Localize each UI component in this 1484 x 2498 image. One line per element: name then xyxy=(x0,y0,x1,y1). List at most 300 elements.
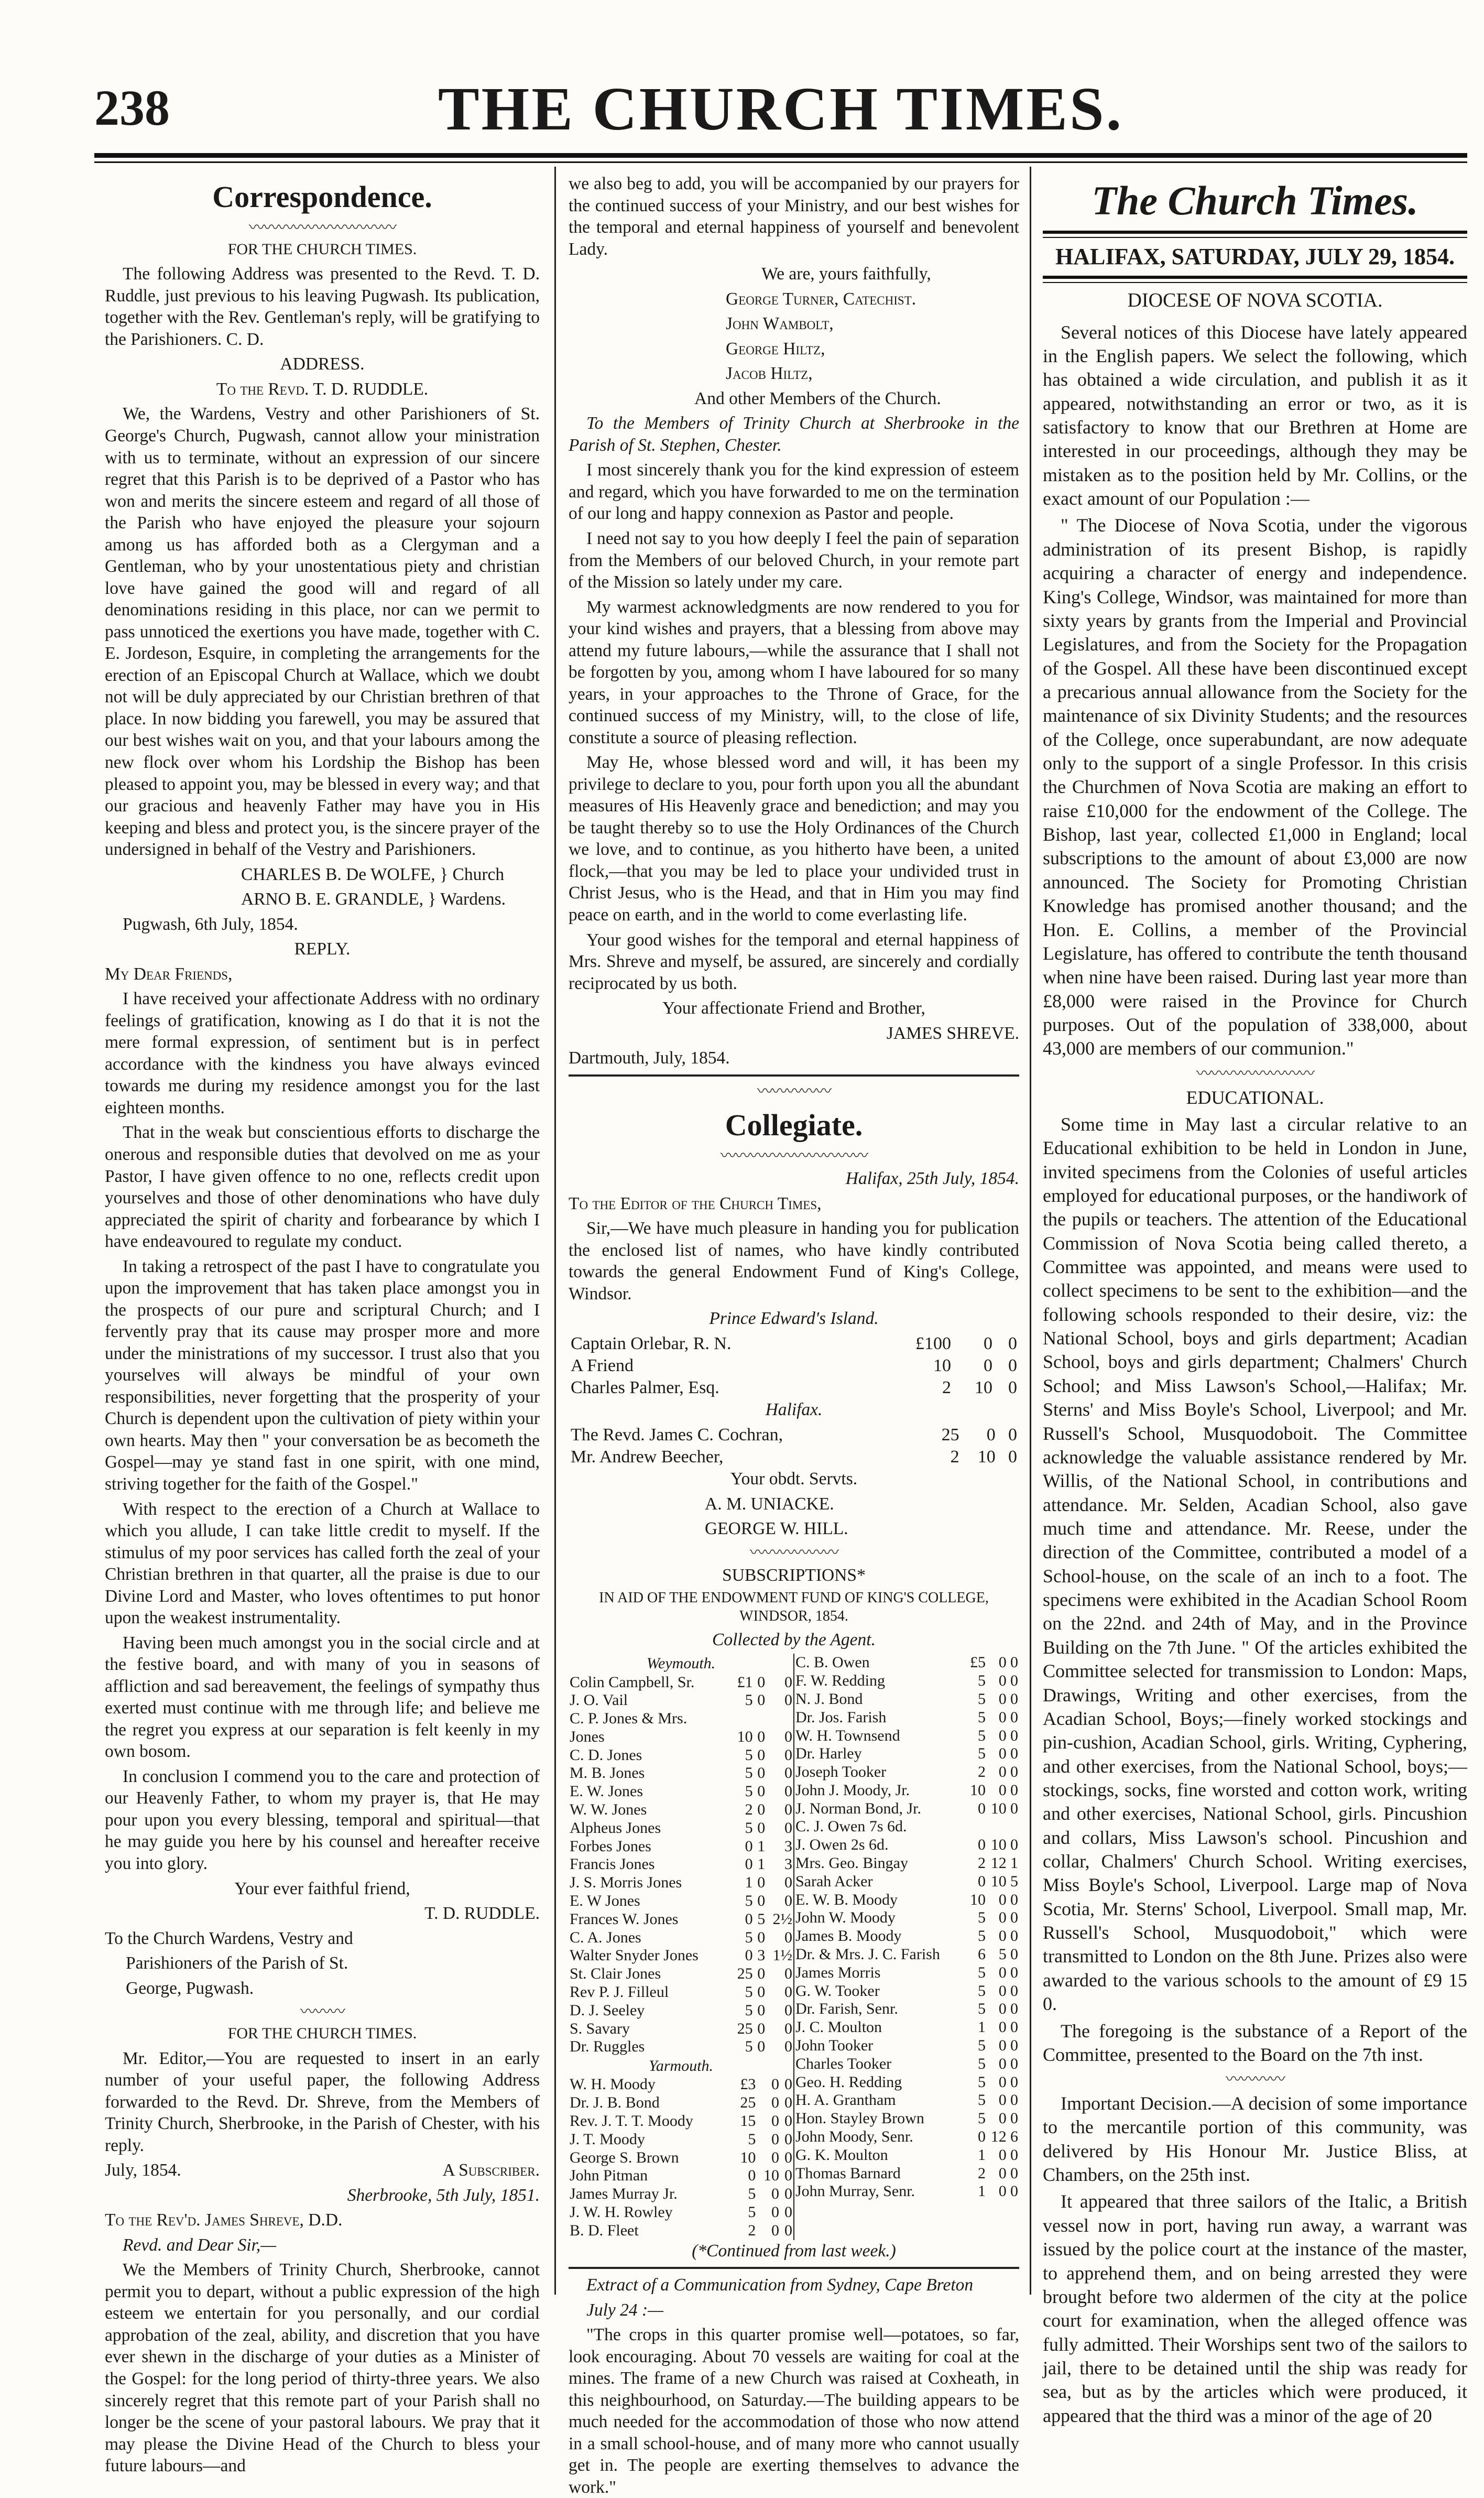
amount: 0 xyxy=(771,2094,780,2112)
amount: 1 xyxy=(1010,1854,1018,1872)
amount: 0 xyxy=(1010,1946,1018,1963)
amount: 5 xyxy=(745,2038,753,2056)
subscriber-name: E. W Jones xyxy=(570,1892,640,1910)
table-row xyxy=(569,1855,793,1874)
amount: 0 xyxy=(998,1927,1007,1945)
amount: 0 xyxy=(771,2185,780,2203)
table-row xyxy=(569,1728,793,1746)
donor-table-pei xyxy=(569,1333,1019,1399)
amount: 0 xyxy=(1010,2146,1018,2164)
educational-paragraph: The foregoing is the substance of a Report of the Committee, presented to the Board on the 7th inst. xyxy=(1043,2020,1467,2065)
subscriber-name: J. Norman Bond, Jr. xyxy=(795,1799,921,1817)
subscriber-name: Rev P. J. Filleul xyxy=(570,1983,669,2001)
amount: 0 xyxy=(757,1801,766,1819)
subscriber-name: W. W. Jones xyxy=(570,1801,647,1819)
subscriber-name: H. A. Grantham xyxy=(795,2091,896,2109)
table-row xyxy=(794,1745,1019,1763)
amount: 5 xyxy=(757,1910,766,1928)
subscriber-name: James B. Moody xyxy=(795,1927,902,1945)
subscriber-name: Dr. & Mrs. J. C. Farish xyxy=(795,1946,940,1963)
subscriptions-collector: Collected by the Agent. xyxy=(712,1630,876,1649)
amount: 5 xyxy=(978,2000,986,2018)
subscription-table xyxy=(794,1654,1019,2201)
amount: 0 xyxy=(998,2073,1007,2091)
amount: 0 xyxy=(1010,1708,1018,1726)
amount: 0 xyxy=(784,2185,792,2203)
table-row xyxy=(569,1983,793,2002)
subscriber-name: C. B. Owen xyxy=(795,1654,870,1671)
donor-table-halifax xyxy=(569,1424,1019,1468)
amount: 0 xyxy=(757,1892,766,1910)
ornament: 〰〰〰〰〰 xyxy=(757,1082,831,1100)
address-body: We, the Wardens, Vestry and other Parishioners of St. George's Church, Pugwash, cannot allow your ministration with us to terminate, without an expression of our sincere regret that this Parish is to be deprived of a Pastor who has won and merits the sincere esteem and regard of all those of the Parish who have enjoyed the pleasure your sojourn among us has afforded both as a Clergyman and a Gentleman, who by your unostentatious piety and christian love have gained the good will and regard of all denominations residing in this place, nor can we permit to pass unnoticed the exertions you have made, together with C. E. Jordeson, Esquire, in completing the arrangements for the erection of an Episcopal Church at Wallace, which we doubt not will be duly appreciated by our Christian brethren of that place. In now bidding you farewell, you may be assured that our best wishes wait on you, and that your labours among the new flock over whom his Lordship the Bishop has been pleased to appoint you, may be blessed in every way; and that our gracious and heavenly Father may have you in His keeping and bless and protect you, is the sincere prayer of the undersigned in behalf of the Vestry and Parishioners. xyxy=(105,404,540,860)
amount: 5 xyxy=(745,1691,753,1709)
subscriber-name: Rev. J. T. T. Moody xyxy=(570,2112,693,2130)
table-row xyxy=(794,2000,1019,2018)
amount: 10 xyxy=(740,2148,756,2166)
subscriber-name: F. W. Redding xyxy=(795,1672,885,1690)
subscriber-name: C. D. Jones xyxy=(570,1746,642,1764)
amount: 0 xyxy=(771,2148,780,2166)
table-row xyxy=(794,2018,1019,2037)
answer-date: Dartmouth, July, 1854. xyxy=(569,1048,730,1068)
amount: 0 xyxy=(757,1983,766,2001)
reply-addressee: Parishioners of the Parish of St. xyxy=(126,1953,348,1973)
amount: 0 xyxy=(757,2038,766,2056)
amount: 2½ xyxy=(772,1910,792,1928)
subscriptions-sub: IN AID OF THE ENDOWMENT FUND OF KING'S COLLEGE, WINDSOR, 1854. xyxy=(599,1590,989,1625)
column-3 xyxy=(1043,173,1467,2426)
town-heading: Yarmouth. xyxy=(648,2057,714,2075)
subscriber-name: James Morris xyxy=(795,1963,881,1981)
town-heading: Weymouth. xyxy=(646,1655,716,1672)
table-row xyxy=(569,1746,793,1765)
amount: 2 xyxy=(978,2164,986,2182)
amount: 0 xyxy=(757,2019,766,2037)
table-row xyxy=(569,1377,1019,1399)
reply-paragraph: In conclusion I commend you to the care and protection of our Heavenly Father, to whom my prayer is, that He may pour upon you every blessing, temporal and spiritual—that he may guide you here by his counsel and hereafter receive you into glory. xyxy=(105,1766,540,1873)
subscriber-name: Hon. Stayley Brown xyxy=(795,2110,924,2127)
subscriber-name: G. W. Tooker xyxy=(795,1982,880,2000)
reply-paragraph: That in the weak but conscientious efforts to discharge the onerous and responsible duties that devolved on me as your Pastor, I have given offence to no one, reflects credit upon yourselves and those of other denominations who have duly appreciated the spirit of charity and forbearance by which I have endeavoured to regulate my conduct. xyxy=(105,1123,540,1252)
amount: 0 xyxy=(1008,1333,1017,1353)
amount: 0 xyxy=(978,1872,986,1890)
subscriber-name: Mrs. Geo. Bingay xyxy=(795,1854,908,1872)
amount: 0 xyxy=(748,2167,756,2185)
amount: 0 xyxy=(1010,1963,1018,1981)
section-rule xyxy=(569,2267,1019,2269)
subscriber-name: Forbes Jones xyxy=(570,1837,651,1855)
amount: 10 xyxy=(990,1799,1007,1817)
amount: 5 xyxy=(745,1764,753,1782)
amount: 0 xyxy=(784,2076,792,2093)
amount: 0 xyxy=(784,2167,792,2185)
table-row xyxy=(569,1838,793,1856)
amount: 5 xyxy=(745,1746,753,1764)
subscriber-name: C. J. Owen 7s 6d. xyxy=(795,1818,907,1836)
address-title: ADDRESS. xyxy=(280,354,365,374)
subscriber-name: Frances W. Jones xyxy=(570,1910,679,1928)
amount: 0 xyxy=(745,1947,753,1964)
subscriber-name: J. Owen 2s 6d. xyxy=(795,1836,889,1854)
amount xyxy=(966,1818,987,1836)
subscriber-name: E. W. B. Moody xyxy=(795,1891,898,1908)
amount: 12 xyxy=(990,2128,1007,2146)
ornament: 〰〰〰 xyxy=(300,2003,344,2021)
amount: 0 xyxy=(1010,1654,1018,1671)
table-row xyxy=(794,1946,1019,1964)
amount: 0 xyxy=(983,1333,992,1353)
section-heading-correspondence: Correspondence. xyxy=(212,180,432,214)
amount: 0 xyxy=(1010,1799,1018,1817)
amount: 0 xyxy=(998,1781,1007,1799)
masthead xyxy=(94,74,1467,152)
extract-date: July 24 :— xyxy=(586,2300,663,2320)
amount xyxy=(987,1818,1008,1836)
subscriber-name: Dr. Jos. Farish xyxy=(795,1708,887,1726)
table-row xyxy=(794,1690,1019,1709)
editorial-title: The Church Times. xyxy=(1092,178,1418,223)
continued-paragraph: we also beg to add, you will be accompanied by our prayers for the continued success of your Ministry, and our best wishes for the temporal and eternal happiness of yourself and benevolent Lady. xyxy=(569,174,1019,259)
amount: 5 xyxy=(978,2110,986,2127)
amount: 0 xyxy=(784,1783,792,1800)
editorial-quote: " The Diocese of Nova Scotia, under the vigorous administration of its present Bishop, is rapidly acquiring a character of energy and independence. King's College, Windsor, was maintained for more than sixty years by grants from the Imperial and Provincial Legislatures, and from the Society for the Propagation of the Gospel. All these have been discontinued except a precarious annual allowance from the Society for the maintenance of six Divinity Students; and the resources of the College, once superabundant, are now adequate only to the support of a single Professor. In this crisis the Churchmen of Nova Scotia are making an effort to raise £10,000 for the endowment of the College. The Bishop, last year, collected £1,000 in England; local subscriptions to the amount of about £3,000 are now announced. The Society for Promoting Christian Knowledge has promised another thousand; and the Hon. E. Collins, a member of the Provincial Legislature, has offered to contribute the tenth thousand when nine have been raised. During last year more than £8,000 were raised in the Province for Church purposes. Out of the population of 338,000, about 43,000 are members of our communion." xyxy=(1043,515,1467,1059)
donor-name: Captain Orlebar, R. N. xyxy=(571,1333,732,1353)
amount xyxy=(1008,1818,1019,1836)
byline: FOR THE CHURCH TIMES. xyxy=(227,2025,417,2043)
amount: 0 xyxy=(998,2000,1007,2018)
amount: 5 xyxy=(745,1819,753,1837)
signers-line: CHARLES B. De WOLFE, } Church xyxy=(241,864,505,884)
amount: 1 xyxy=(978,2018,986,2036)
educational-paragraph: Some time in May last a circular relative to an Educational exhibition to be held in London in June, invited specimens from the Colonies of useful articles employed for educational purposes, or the handiwork of the pupils or teachers. The attention of the Educational Commission of Nova Scotia being called thereto, a Committee was appointed, and means were used to collect specimens to be sent to the exhibition—and the following schools responded to their desire, viz: the National School, boys and girls department; Acadian School, boys and girls department; Chalmers' Church School; and Miss Lawson's School,—Halifax; Mr. Sterns' and Miss Boyle's School, Liverpool; and Mr. Russell's School, Musquodoboit. The Committee acknowledge the valuable assistance rendered by Mr. Willis, of the National School, in contributions and attendance. Mr. Selden, Acadian School, also gave much time and attendance. Mr. Reese, under the direction of the Committee, contributed a model of a School-house, on the scale of an inch to a foot. The specimens were exhibited in the Acadian School Room on the 22nd. and 24th of May, and in the Province Building on the 7th June. " Of the articles exhibited the Committee selected for transmission to London: Maps, Drawings, Writing and other exercises, from the Acadian School, Boys;—finely worked stockings and pin-cushion, Acadian School, girls. Writing, Cyphering, and other exercises, from the National School, boys;—stockings, socks, fine worsted and cotton work, writing and other exercises, National School, girls. Pincushion and collars, Miss Lawson's school. Pincushion and collar, Chalmers' Church School. Writing exercises, Miss Boyle's School, Liverpool. Large map of Nova Scotia, Mr. Sterns' School, Liverpool. Small map, Mr. Russell's School, Musquodoboit," which were transmitted to London on the 8th June. Prizes also were awarded to the various schools to the amount of £9 15 0. xyxy=(1043,1113,1467,2015)
byline: FOR THE CHURCH TIMES. xyxy=(227,241,417,258)
amount: 5 xyxy=(748,2185,756,2203)
amount: 0 xyxy=(1010,2091,1018,2109)
amount: 0 xyxy=(771,2076,780,2093)
table-row xyxy=(794,1763,1019,1782)
table-row xyxy=(794,2182,1019,2201)
collegiate-close: Your obdt. Servts. xyxy=(730,1469,858,1489)
amount: 0 xyxy=(998,2164,1007,2182)
table-row xyxy=(794,1818,1019,1836)
amount: 0 xyxy=(998,1963,1007,1981)
subscriber-name: Walter Snyder Jones xyxy=(570,1947,699,1964)
amount: 0 xyxy=(1010,1909,1018,1927)
table-row xyxy=(569,1801,793,1819)
table-row xyxy=(794,1654,1019,1672)
amount: 10 xyxy=(970,1781,986,1799)
editor-signature: A Subscriber. xyxy=(442,2160,540,2180)
amount: 0 xyxy=(1010,2037,1018,2055)
diocese-heading: DIOCESE OF NOVA SCOTIA. xyxy=(1127,289,1383,311)
amount: 0 xyxy=(757,1783,766,1800)
amount: 0 xyxy=(998,2146,1007,2164)
amount: 25 xyxy=(737,1965,753,1983)
amount: 5 xyxy=(978,1672,986,1690)
table-row xyxy=(794,1782,1019,1800)
table-row xyxy=(794,1709,1019,1727)
amount: 0 xyxy=(784,1892,792,1910)
amount: 0 xyxy=(745,1837,753,1855)
table-row xyxy=(569,1333,1019,1355)
place-heading: Halifax. xyxy=(765,1400,823,1420)
amount: 0 xyxy=(998,1763,1007,1781)
amount: 3 xyxy=(784,1837,792,1855)
amount xyxy=(732,1710,754,1728)
amount: 0 xyxy=(784,1764,792,1782)
member-name: Jacob Hiltz, xyxy=(726,364,813,384)
amount: £5 xyxy=(970,1654,986,1671)
amount: 25 xyxy=(740,2094,756,2112)
closing: We are, yours faithfully, xyxy=(761,264,931,284)
amount: 0 xyxy=(757,1965,766,1983)
table-row xyxy=(569,1355,1019,1377)
amount: 6 xyxy=(1010,2128,1018,2146)
table-row xyxy=(569,1783,793,1801)
amount: 0 xyxy=(978,1799,986,1817)
address-date: Pugwash, 6th July, 1854. xyxy=(123,914,298,934)
amount: 0 xyxy=(771,2130,780,2148)
amount: 0 xyxy=(1010,1763,1018,1781)
continued-note: (*Continued from last week.) xyxy=(692,2241,896,2261)
subscriber-name: St. Clair Jones xyxy=(570,1965,661,1983)
reply-title: REPLY. xyxy=(294,939,351,959)
amount: 0 xyxy=(784,2001,792,2019)
collegiate-date: Halifax, 25th July, 1854. xyxy=(845,1169,1019,1188)
amount: 5 xyxy=(978,1927,986,1945)
amount: 5 xyxy=(748,2203,756,2221)
amount: 10 xyxy=(974,1378,992,1398)
amount: 5 xyxy=(978,2037,986,2055)
amount xyxy=(754,1710,767,1728)
amount: 5 xyxy=(998,1946,1007,1963)
amount: 0 xyxy=(998,2091,1007,2109)
subscriber-name: James Murray Jr. xyxy=(570,2185,678,2203)
amount: £3 xyxy=(740,2076,756,2093)
member-tail: And other Members of the Church. xyxy=(694,388,941,408)
answer-name: JAMES SHREVE. xyxy=(886,1023,1019,1043)
amount: £1 xyxy=(737,1673,753,1691)
table-row xyxy=(569,2038,793,2056)
amount: 0 xyxy=(757,1928,766,1946)
subscriber-name: Charles Tooker xyxy=(795,2055,892,2072)
amount: 5 xyxy=(978,1708,986,1726)
extract-paragraph: "The crops in this quarter promise well—potatoes, so far, look encouraging. About 70 vessels are waiting for coal at the mines. The frame of a new Church was raised at Coxheath, in this neighbourhood, on Saturday.—The building appears to be much needed for the accommodation of those who now attend in a small school-house, and of many more who cannot usually get in. The people are exerting themselves to advance the work." xyxy=(569,2325,1019,2497)
table-row xyxy=(569,1424,1019,1446)
amount: 0 xyxy=(998,2037,1007,2055)
amount: 0 xyxy=(784,2094,792,2112)
page-number: 238 xyxy=(94,80,170,136)
amount: 0 xyxy=(784,2221,792,2239)
reply-paragraph: I have received your affectionate Address with no ordinary feelings of gratification, knowing as I do that it is not the mere formal expression, of sentiment but is in perfect accordance with the kindness you have always evinced towards me during my residence amongst you for the last eighteen months. xyxy=(105,989,540,1117)
reply-close: Your ever faithful friend, xyxy=(234,1878,410,1898)
reply-addressee: To the Church Wardens, Vestry and xyxy=(105,1928,353,1948)
reply-paragraph: Having been much amongst you in the social circle and at the festive board, and with many of you in seasons of affliction and sad bereavement, the feelings of sympathy thus exerted must continue with me through life; and believe me the regret you express at our separation is felt keenly in my own bosom. xyxy=(105,1633,540,1762)
amount: 0 xyxy=(1010,1836,1018,1854)
amount: 0 xyxy=(1010,2000,1018,2018)
table-row xyxy=(569,2131,793,2149)
amount: 0 xyxy=(1008,1447,1017,1467)
amount: 1 xyxy=(978,2146,986,2164)
subscriber-name: D. J. Seeley xyxy=(570,2001,645,2019)
amount: 0 xyxy=(1010,2073,1018,2091)
amount: 0 xyxy=(784,2130,792,2148)
subscriber-name: C. A. Jones xyxy=(570,1928,641,1946)
table-row xyxy=(569,2185,793,2203)
amount: 10 xyxy=(763,2167,780,2185)
table-row xyxy=(569,2094,793,2112)
amount: 0 xyxy=(998,1726,1007,1744)
amount: 2 xyxy=(745,1801,753,1819)
donor-name: Mr. Andrew Beecher, xyxy=(571,1447,724,1467)
table-row xyxy=(569,1965,793,1983)
table-row xyxy=(794,2110,1019,2128)
subscriber-name: John Tooker xyxy=(795,2037,874,2055)
amount: 1½ xyxy=(772,1947,792,1964)
member-name: John Wambolt, xyxy=(726,314,834,334)
table-row xyxy=(569,1874,793,1892)
subscription-list-left xyxy=(569,1654,794,2240)
subscriber-name: John Pitman xyxy=(570,2167,648,2185)
amount: 0 xyxy=(998,2110,1007,2127)
ornament: 〰〰〰〰 xyxy=(1226,2071,1284,2089)
table-row xyxy=(794,2091,1019,2110)
amount: 10 xyxy=(970,1891,986,1908)
subscriber-name: George S. Brown xyxy=(570,2148,679,2166)
amount: 0 xyxy=(784,1965,792,1983)
amount: 5 xyxy=(978,2055,986,2072)
addressee: To the Members of Trinity Church at Sherbrooke in the Parish of St. Stephen, Chester. xyxy=(569,414,1019,455)
intro-paragraph: The following Address was presented to the Revd. T. D. Ruddle, just previous to his leaving Pugwash. Its publication, together with the Rev. Gentleman's reply, will be gratifying to the Parishioners. C. D. xyxy=(105,264,540,349)
subscriber-name: John J. Moody, Jr. xyxy=(795,1781,910,1799)
table-row xyxy=(569,1947,793,1965)
amount: 5 xyxy=(978,1963,986,1981)
amount: 25 xyxy=(737,2019,753,2037)
table-row xyxy=(569,2076,793,2094)
subscriber-name: Dr. Ruggles xyxy=(570,2038,645,2056)
amount: 0 xyxy=(998,1708,1007,1726)
subscriber-name: Geo. H. Redding xyxy=(795,2073,902,2091)
amount: 0 xyxy=(1008,1378,1017,1398)
subscriber-name: S. Savary xyxy=(570,2019,630,2037)
amount: 0 xyxy=(784,1673,792,1691)
subscriber-name: Dr. Farish, Senr. xyxy=(795,2000,898,2018)
amount: 0 xyxy=(998,2182,1007,2200)
amount: 0 xyxy=(784,1801,792,1819)
amount: 0 xyxy=(757,1764,766,1782)
subscriber-name: J. C. Moulton xyxy=(795,2018,882,2036)
masthead-rule xyxy=(94,153,1467,158)
amount: 2 xyxy=(950,1447,959,1467)
subscriber-name: Alpheus Jones xyxy=(570,1819,661,1837)
amount: 0 xyxy=(757,1691,766,1709)
collegiate-signer: A. M. UNIACKE. xyxy=(705,1494,834,1514)
amount: 0 xyxy=(784,1874,792,1892)
amount: 0 xyxy=(998,1672,1007,1690)
amount: 0 xyxy=(757,2001,766,2019)
table-row xyxy=(569,2020,793,2038)
table-row xyxy=(569,2002,793,2020)
table-row xyxy=(569,1446,1019,1468)
ornament: 〰〰〰〰〰〰〰〰〰〰 xyxy=(721,1147,867,1165)
amount: 0 xyxy=(998,1982,1007,2000)
amount: 5 xyxy=(978,2091,986,2109)
table-row xyxy=(569,2203,793,2222)
table-row xyxy=(794,1927,1019,1946)
subscriber-name: N. J. Bond xyxy=(795,1690,863,1708)
amount: 0 xyxy=(771,2203,780,2221)
amount: 1 xyxy=(745,1874,753,1892)
amount: 10 xyxy=(977,1447,996,1467)
amount: 0 xyxy=(784,1928,792,1946)
table-row xyxy=(794,1873,1019,1891)
subscriber-name: M. B. Jones xyxy=(570,1764,645,1782)
amount: 5 xyxy=(978,2073,986,2091)
table-row xyxy=(794,2055,1019,2073)
subscriber-name: Dr. Harley xyxy=(795,1745,862,1763)
amount: 0 xyxy=(1008,1355,1017,1375)
reply-name: T. D. RUDDLE. xyxy=(424,1904,540,1924)
amount: 3 xyxy=(784,1855,792,1873)
subscriptions-heading: SUBSCRIPTIONS* xyxy=(722,1565,866,1585)
amount: 5 xyxy=(978,1745,986,1763)
answer-paragraph: Your good wishes for the temporal and eternal happiness of Mrs. Shreve and myself, be assured, are sincerely and cordially reciprocated by us both. xyxy=(569,930,1019,993)
amount: 0 xyxy=(784,2203,792,2221)
table-row xyxy=(794,1854,1019,1873)
subscriber-name: J. S. Morris Jones xyxy=(570,1874,682,1892)
table-row xyxy=(794,1964,1019,1982)
educational-heading: EDUCATIONAL. xyxy=(1186,1087,1324,1108)
table-row xyxy=(569,1892,793,1910)
amount: 0 xyxy=(757,1673,766,1691)
amount: 2 xyxy=(748,2221,756,2239)
table-row xyxy=(794,1891,1019,1909)
answer-paragraph: May He, whose blessed word and will, it has been my privilege to declare to you, pour forth upon you all the abundant measures of His Heavenly grace and benediction; and may you be taught thereby so to use the Holy Ordinances of the Church we love, and to continue, as you hitherto have been, a united flock,—that you may be led to place your undivided trust in Christ Jesus, who is the Head, and that in Him you may find peace on earth, and in the world to come everlasting life. xyxy=(569,753,1019,925)
subscriber-name: Thomas Barnard xyxy=(795,2164,901,2182)
amount: 5 xyxy=(745,1983,753,2001)
reply-salutation: My Dear Friends, xyxy=(105,964,233,984)
subscriber-name: Colin Campbell, Sr. xyxy=(570,1673,695,1691)
amount: 0 xyxy=(986,1425,996,1445)
amount: 0 xyxy=(784,2148,792,2166)
subscriber-name: Sarah Acker xyxy=(795,1872,873,1890)
ornament: 〰〰〰〰〰〰〰〰 xyxy=(1196,1065,1314,1082)
amount: 0 xyxy=(1010,1726,1018,1744)
donor-name: Charles Palmer, Esq. xyxy=(571,1378,719,1398)
amount: 1 xyxy=(978,2182,986,2200)
subscriber-name: Dr. J. B. Bond xyxy=(570,2094,660,2112)
double-rule xyxy=(1043,231,1467,238)
amount: 0 xyxy=(998,1690,1007,1708)
subscriber-name: W. H. Moody xyxy=(570,2076,656,2093)
section-heading-collegiate: Collegiate. xyxy=(725,1107,863,1142)
amount: 0 xyxy=(757,1728,766,1745)
table-row xyxy=(794,2128,1019,2146)
donor-name: The Revd. James C. Cochran, xyxy=(571,1425,783,1445)
editor-sign-line xyxy=(105,2159,540,2181)
signers-line: ARNO B. E. GRANDLE, } Wardens. xyxy=(241,889,506,909)
decision-paragraph: Important Decision.—A decision of some importance to the mercantile portion of this community, was delivered by His Honour Mr. Justice Bliss, at Chambers, on the 25th inst. xyxy=(1043,2093,1467,2186)
amount: 25 xyxy=(941,1425,959,1445)
amount: 1 xyxy=(757,1855,766,1873)
table-row xyxy=(794,1982,1019,2001)
amount: 0 xyxy=(745,1855,753,1873)
table-row xyxy=(569,1819,793,1838)
amount: 0 xyxy=(998,2055,1007,2072)
subscriber-name: John Murray, Senr. xyxy=(795,2182,915,2200)
amount: 0 xyxy=(757,1819,766,1837)
